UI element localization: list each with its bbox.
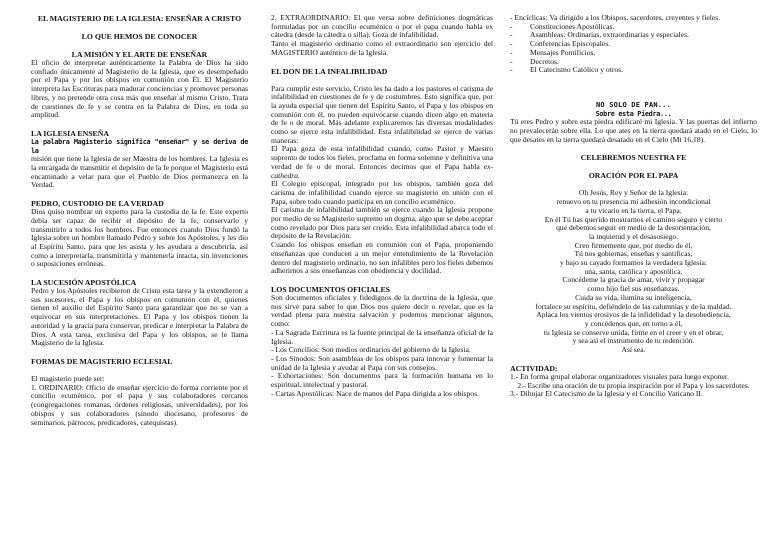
section-text-magisterio-autentico: Tanto el magisterio ordinario como el extraordinario son ejercicio del MAGISTERIO auténtico de la Iglesia.	[271, 39, 493, 57]
prayer-line: y sea así el instrumento de tu redención.	[572, 336, 695, 346]
list-item-label: El Catecismo Católico y otros.	[530, 65, 624, 75]
infalibilidad-colegio: El Colegio episcopal, integrado por los obispos, también goza del carisma de infalibilidad cuando ejerce su magisterio en unión con el Papa, sobre todo cuando participa en un concilio ecuménico.	[271, 179, 493, 206]
prayer-line: renuevo en tu presencia mi adhesión incondicional	[556, 197, 711, 207]
prayer-line: En él Tú has querido mostrarnos el camino seguro y cierto	[544, 214, 723, 224]
dash-marker: -	[510, 47, 513, 57]
prayer-line: una, santa, católica y apostólica.	[584, 266, 683, 276]
section-heading-formas: FORMAS DE MAGISTERIO ECLESIAL	[31, 356, 173, 366]
prayer-text	[510, 189, 757, 354]
documents-list	[510, 23, 757, 75]
prayer-line: que debemos seguir en medio de la desorientación,	[556, 223, 711, 233]
activity-item: 1.- En forma grupal elaborar organizadores visuales para luego exponer.	[510, 371, 729, 381]
ex-cathedra-term: ex-cathedra.	[271, 161, 493, 180]
list-item-label: Asambleas: Ordinarias, extraordinarias y especiales.	[530, 30, 689, 40]
decorative-text-line: La palabra Magisterio significa "enseñar" y se deriva de la	[31, 137, 248, 155]
infalibilidad-papa	[271, 145, 493, 180]
prayer-line: Oh Jesús, Rey y Señor de la Iglesia:	[578, 188, 689, 198]
list-item: - La Sagrada Escritura es la fuente principal de la enseñanza oficial de la Iglesia.	[271, 327, 493, 346]
section-heading-actividad: ACTIVIDAD:	[510, 363, 558, 373]
section-text-nosolo: Tú eres Pedro y sobre esta piedra edificaré mi Iglesia. Y las puertas del infierno no prevalecerán sobre ella. Lo que ates en la tierra quedará atado en el Cielo, lo que desates en la tierra quedará desatado en el Cielo (Mt 16,18).	[510, 117, 757, 144]
section-subheading-piedra: Sobre esta Piedra...	[595, 109, 672, 118]
list-item-enciclicas: - Encíclicas: Va dirigido a los Obispos, sacerdotes, creyentes y fieles.	[510, 14, 721, 22]
infalibilidad-dogma: El carisma de infalibilidad también se ejerce cuando la Iglesia propone por medio de su Magisterio supremo un dogma, algo que se debe aceptar como revelado por Dios para ser creído. Esta infalibilidad abarca todo el depósito de la Revelación.	[271, 205, 493, 241]
section-heading-infalibilidad: EL DON DE LA INFALIBILIDAD	[271, 66, 388, 76]
list-item-label: Conferencias Episcopales.	[530, 39, 611, 49]
section-heading-documentos: LOS DOCUMENTOS OFICIALES	[271, 284, 391, 294]
column-1	[31, 14, 248, 539]
section-text-ordinario: 1. ORDINARIO: Oficio de enseñar ejercicio de forma corriente por el concilio ecuménico, por el papa y sus colaboradores cercanos (congregaciones romanas, órdenes religiosas, universidades), por los obispos y sus colaboradores (sínodo diocesano, profesores de seminarios, párrocos, predicadores, catequistas).	[31, 382, 248, 427]
column-2	[271, 14, 493, 539]
prayer-line: y concédenos que, en torno a él,	[584, 318, 683, 328]
list-item-label: Constituciones Apostólicas.	[530, 21, 615, 31]
prayer-line: y bajo su cayado formamos la verdadera Iglesia:	[560, 258, 707, 268]
list-item	[510, 66, 757, 75]
prayer-line: la inquietud y el desasosiego.	[588, 231, 679, 241]
infalibilidad-obispos: Cuando los obispos enseñan en comunión con el Papa, proponiendo enseñanzas que conducen a un mejor entendimiento de la Revelación dentro del magisterio ordinario, no son infalibles pero los fieles debemos adherirnos a sus enseñanzas con obediencia y docilidad.	[271, 240, 493, 276]
prayer-line: como hijo fiel sus enseñanzas.	[587, 284, 680, 294]
section-text-sucesion: Pedro y los Apóstoles recibieron de Cristo esta tarea y la extendieron a sus sucesores, el Papa y los obispos en comunión con él, quienes tienen el auxilio del Espíritu Santo para garantizar que no se van a equivocar en sus interpretaciones. El Papa y los obispos tienen la autoridad y la gracia para conservar, predicar e interpretar la Palabra de Dios. A esta tarea, exclusiva del Papa y los obispos, se le llama Magisterio de la Iglesia.	[31, 286, 248, 348]
section-text-mision: El oficio de interpretar auténticamente la Palabra de Dios ha sido confiado únicamente al Magisterio de la Iglesia, que es desempeñado por el Papa y por los obispos en comunión con Él. El Magisterio interpreta las Escrituras para madurar conciencias y promover personas libres, y no pretende otra cosa más que enseñar al mismo Cristo. Trata de cuestiones de fe y se centra en la Palabra de Dios, en toda su amplitud.	[31, 58, 248, 120]
prayer-line: Tú nos gobiernas, enseñas y santificas,	[574, 249, 693, 259]
prayer-line: Cuida su vida, ilumina su inteligencia,	[575, 292, 692, 302]
section-heading-sucesion: LA SUCESIÓN APOSTÓLICA	[31, 278, 137, 288]
activity-item: 3.- Dibujar El Catecismo de la Iglesia y el Concilio Vaticano II.	[510, 389, 703, 399]
prayer-line: a tu vicario en la tierra, el Papa.	[585, 205, 682, 215]
prayer-line: fortalece su espíritu, defiéndelo de las calumnias y de la maldad.	[535, 301, 732, 311]
section-text-infalibilidad: Para cumplir este servicio, Cristo les ha dado a los pastores el carisma de infalibilidad en cuestiones de fe y de costumbres. Esto significa que, por la ayuda especial que tienen del Espíritu Santo, el Papa y los obispos en comunión con él, no pueden equivocarse cuando dicen algo en materia de fe o de moral. Más adelante explicaremos las diversas modalidades como se ejerce esta infalibilidad. Esta infalibilidad se ejerce de varias maneras:	[271, 83, 493, 145]
column-3	[510, 14, 757, 539]
dash-marker: -	[510, 30, 513, 40]
section-heading-ensena: LA IGLESIA ENSEÑA	[31, 128, 109, 138]
section-text-documentos: Son documentos oficiales y fidedignos de la doctrina de la Iglesia, que nos sirve para saber lo que Dios nos quiere decir o revelar, que es la verdad plena para nuestra salvación y podemos mencionar algunos, como:	[271, 292, 493, 329]
list-item: - Exhortaciones: Son documentos para la formación humana en lo espiritual, intelectual y pastoral.	[271, 371, 493, 390]
document-title: EL MAGISTERIO DE LA IGLESIA: ENSEÑAR A CRISTO	[37, 14, 242, 23]
section-heading-oracion: ORACIÓN POR EL PAPA	[588, 171, 679, 181]
list-item: - Los Concilios: Son medios ordinarios del gobierno de la Iglesia.	[271, 345, 471, 355]
dash-marker: -	[510, 56, 513, 66]
section-text-pedro: Dios quiso nombrar un experto para la custodia de la fe. Este experto debía ser capaz de recibir el depósito de la fe, conservarlo y transmitirlo a todos los hombres. Fue entonces cuando Dios fundó la Iglesia sobre un hombre llamado Pedro y sobre los Apóstoles, y les dio al Espíritu Santo, para que les asista y les ayudara a descubrirla, así como a interpretarla, transmitirla y mantenerla intacta, sin invenciones o suposiciones erróneas.	[31, 207, 248, 269]
section-heading-nosolo: NO SOLO DE PAN...	[595, 100, 672, 109]
prayer-line: Concédeme la gracia de amar, vivir y propagar	[562, 275, 705, 285]
prayer-line: Así sea.	[621, 345, 646, 355]
subtitle: LO QUE HEMOS DE CONOCER	[81, 32, 198, 41]
prayer-line: Creo firmemente que, por medio de él,	[574, 240, 693, 250]
list-item-label: Mensajes Pontificios.	[530, 47, 596, 57]
dash-marker: -	[510, 21, 513, 31]
section-text-extraordinario: 2. EXTRAORDINARIO: El que versa sobre definiciones dogmáticas formuladas por un concilio ecuménico o por el papa cuando habla ex cátedra (desde la cátedra o silla). Goza de infalibilidad.	[271, 14, 493, 40]
dash-marker: -	[510, 65, 513, 75]
section-heading-pedro: PEDRO, CUSTODIO DE LA VERDAD	[31, 199, 164, 209]
list-item: - Cartas Apostólicas: Nace de manos del Papa dirigida a los obispos.	[271, 388, 479, 398]
list-item-label: Decretos.	[530, 56, 559, 66]
section-heading-mision: LA MISIÓN Y EL ARTE DE ENSEÑAR	[71, 50, 208, 59]
section-text-ensena: misión que tiene la Iglesia de ser Maestra de los hombres. La Iglesia es la encargada de transmitir el depósito de la fe porque el Magisterio está encaminado a velar para que el Pueblo de Dios permanezca en la Verdad.	[31, 154, 248, 190]
infalibilidad-papa-text: El Papa goza de esta infalibilidad cuando, como Pastor y Maestro supremo de todos los fieles, proclama en forma solemne y definitiva una verdad de fe o de moral. Entonces decimos que el Papa habla	[271, 144, 493, 171]
activity-item: 2.- Escribe una oración de tu propia inspiración por el Papa y los sacerdotes.	[517, 380, 750, 390]
prayer-line: tu Iglesia se conserve unida, firme en el creer y en el obrar,	[543, 327, 724, 337]
prayer-line: Aplaca los vientos erosivos de la infidelidad y la desobediencia,	[536, 310, 731, 320]
list-item: - Los Sínodos: Son asambleas de los obispos para innovar y fomentar la unidad de la Iglesia y ayudar al Papa con sus consejos.	[271, 353, 493, 372]
section-heading-celebremos: CELEBREMOS NUESTRA FE	[580, 153, 687, 163]
dash-marker: -	[510, 39, 513, 49]
section-text-formas: El magisterio puede ser:	[31, 373, 105, 383]
